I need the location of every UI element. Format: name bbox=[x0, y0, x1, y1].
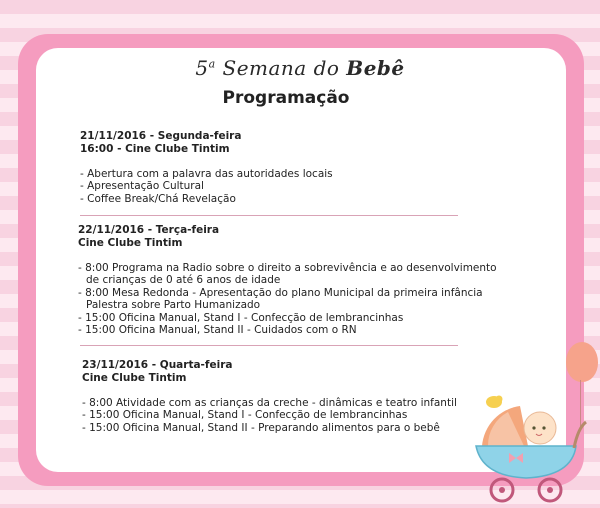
list-item: - 8:00 Atividade com as crianças da creche - dinâmicas e teatro infantil bbox=[82, 396, 457, 409]
day-date: 22/11/2016 - Terça-feira bbox=[78, 224, 220, 236]
list-item: - 15:00 Oficina Manual, Stand II - Cuidados com o RN bbox=[78, 324, 357, 336]
list-item: - 8:00 Programa na Radio sobre o direito a sobrevivência e ao desenvolvimento bbox=[78, 261, 497, 274]
list-item: - Apresentação Cultural bbox=[80, 180, 204, 192]
list-item: Palestra sobre Parto Humanizado bbox=[86, 299, 261, 311]
day-venue: Cine Clube Tintim bbox=[82, 371, 187, 384]
list-item: - 15:00 Oficina Manual, Stand I - Confecção de lembrancinhas bbox=[82, 409, 408, 421]
balloon-icon bbox=[566, 342, 598, 382]
day-date: 21/11/2016 - Segunda-feira bbox=[80, 130, 242, 142]
schedule-day-3 bbox=[82, 359, 457, 434]
baby-carriage-icon bbox=[468, 388, 592, 504]
list-item: - 8:00 Mesa Redonda - Apresentação do plano Municipal da primeira infância bbox=[78, 286, 483, 299]
schedule-day-1 bbox=[80, 130, 333, 205]
list-item: - 15:00 Oficina Manual, Stand II - Preparando alimentos para o bebê bbox=[82, 421, 440, 434]
section-divider bbox=[80, 215, 458, 216]
day-date: 23/11/2016 - Quarta-feira bbox=[82, 359, 233, 371]
day-venue: 16:00 - Cine Clube Tintim bbox=[80, 142, 230, 155]
list-item: - Abertura com a palavra das autoridades locais bbox=[80, 167, 333, 180]
event-title: 5$^a$ Semana do Bebê bbox=[195, 56, 405, 80]
list-item: - Coffee Break/Chá Revelação bbox=[80, 192, 236, 205]
day-venue: Cine Clube Tintim bbox=[78, 236, 183, 249]
page-subtitle: Programação bbox=[222, 88, 350, 108]
list-item: de crianças de 0 até 6 anos de idade bbox=[86, 274, 281, 286]
section-divider bbox=[80, 345, 458, 346]
schedule-day-2 bbox=[78, 224, 497, 337]
list-item: - 15:00 Oficina Manual, Stand I - Confecção de lembrancinhas bbox=[78, 311, 404, 324]
